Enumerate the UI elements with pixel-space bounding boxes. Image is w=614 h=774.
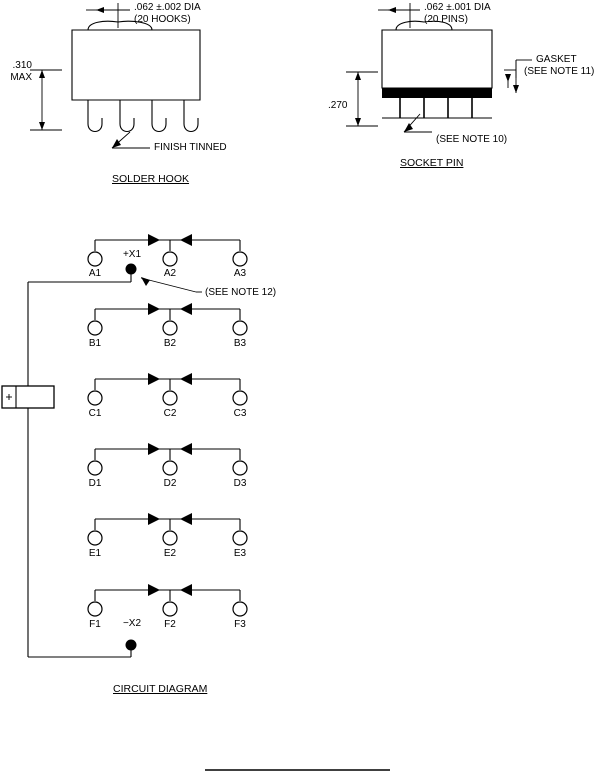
terminal-label-f1: F1 xyxy=(89,619,101,630)
solder-hook-height-label: .310 xyxy=(12,60,32,71)
terminal-label-b3: B3 xyxy=(233,338,247,349)
socket-pin-caption: SOCKET PIN xyxy=(400,157,464,169)
terminal-label-f2: F2 xyxy=(164,619,176,630)
terminal-label-a3: A3 xyxy=(233,268,247,279)
terminal-label-d3: D3 xyxy=(233,478,247,489)
terminal-label-a2: A2 xyxy=(163,268,177,279)
solder-hook-hookcount-label: (20 HOOKS) xyxy=(134,14,191,25)
terminal-label-c3: C3 xyxy=(233,408,247,419)
socket-pin-height-label: .270 xyxy=(328,100,348,111)
circuit-diagram-caption: CIRCUIT DIAGRAM xyxy=(113,683,208,695)
finish-tinned-label: FINISH TINNED xyxy=(154,142,227,153)
terminal-label-a1: A1 xyxy=(88,268,102,279)
coil-terminal-x1-label: +X1 xyxy=(122,249,142,260)
solder-hook-height-max-label: MAX xyxy=(10,72,32,83)
gasket-label: GASKET xyxy=(536,54,577,65)
terminal-label-e3: E3 xyxy=(233,548,247,559)
terminal-label-d2: D2 xyxy=(163,478,177,489)
terminal-label-c1: C1 xyxy=(88,408,102,419)
terminal-label-d1: D1 xyxy=(88,478,102,489)
coil-terminal-x2-label: −X2 xyxy=(122,618,142,629)
terminal-label-f3: F3 xyxy=(234,619,246,630)
socket-pin-pincount-label: (20 PINS) xyxy=(424,14,468,25)
solder-hook-dia-label: .062 ±.002 DIA xyxy=(134,2,201,13)
terminal-label-c2: C2 xyxy=(163,408,177,419)
terminal-label-e2: E2 xyxy=(163,548,177,559)
solder-hook-caption: SOLDER HOOK xyxy=(112,173,190,185)
terminal-label-e1: E1 xyxy=(88,548,102,559)
socket-pin-dia-label: .062 ±.001 DIA xyxy=(424,2,491,13)
note-12-label: (SEE NOTE 12) xyxy=(205,287,277,298)
terminal-label-b2: B2 xyxy=(163,338,177,349)
gasket-note-label: (SEE NOTE 11) xyxy=(524,66,595,77)
socket-pin-note10-label: (SEE NOTE 10) xyxy=(436,134,508,145)
terminal-label-b1: B1 xyxy=(88,338,102,349)
